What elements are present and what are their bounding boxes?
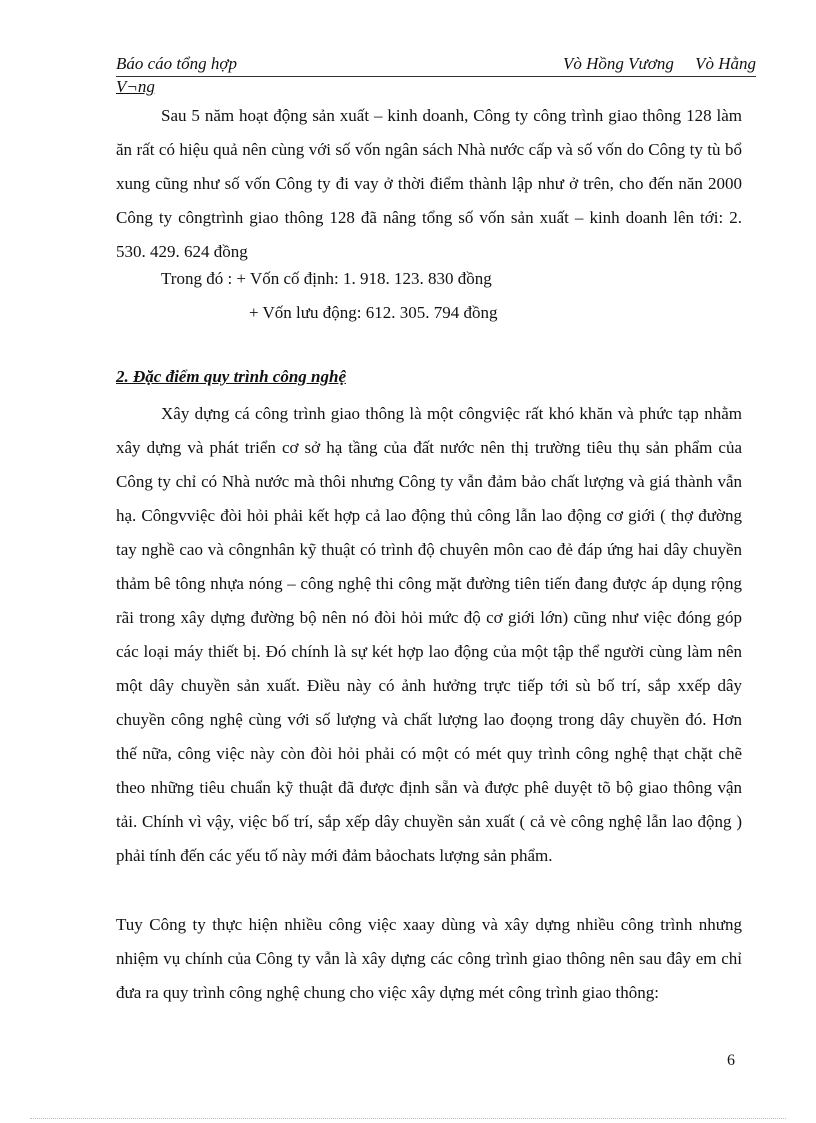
page-number: 6 [727,1052,735,1069]
fixed-capital-line: Trong đó : + Vốn cố định: 1. 918. 123. 830 đồng [161,269,492,288]
working-capital-line: + Vốn lưu động: 612. 305. 794 đồng [249,303,498,322]
paragraph-process: Xây dựng cá công trình giao thông là một côngviệc rất khó khăn và phức tạp nhằm xây dựng và phát triển cơ sở hạ tầng của đất nước nên thị trường tiêu thụ sản phẩm của Công ty chỉ có Nhà nước mà thôi nhưng Công ty vẫn đảm bảo chất lượng và giá thành vẫn hạ. Côngvviệc đòi hỏi phải kết hợp cả lao động thủ công lẫn lao động cơ giới ( thợ đường tay nghề cao và côngnhân kỹ thuật có trình độ chuyên môn cao đẻ đáp ứng hai dây chuyền thảm bê tông nhựa nóng – công nghệ thi công mặt đường tiên tiến đang được áp dụng rộng rãi trong xây dựng đường bộ nên nó đòi hỏi mức độ cơ giới lớn) cũng như việc đóng góp các loại máy thiết bị. Đó chính là sự két hợp lao động của một tập thể người cùng làm nên một dây chuyền sản xuất. Điều này có ảnh hưởng trực tiếp tới sù bố trí, sắp xxếp dây chuyền công nghệ cùng với số lượng và chất lượng lao đoọng trong dây chuyền đó. Hơn thế nữa, công việc này còn đòi hỏi phải có một có mét quy trình công nghệ thạt chặt chẽ theo những tiêu chuẩn kỹ thuật đã được định sẵn và được phê duyệt tõ bộ giao thông vận tải. Chính vì vậy, việc bố trí, sắp xếp dây chuyền sản xuất ( cả vè công nghệ lẫn lao động ) phải tính đến các yếu tố này mới đảm bảochats lượng sản phẩm. [116,404,742,865]
section-heading: 2. Đặc điểm quy trình công nghệ [116,367,346,386]
paragraph-summary: Tuy Công ty thực hiện nhiều công việc xaay dùng và xây dựng nhiều công trình nhưng nhiệm vụ chính của Công ty vẫn là xây dựng các công trình giao thông nên sau đây em chỉ đưa ra quy trình công nghệ chung cho việc xây dựng mét công trình giao thông: [116,915,742,1002]
header-title: Báo cáo tổng hợp [116,54,237,73]
header-author-continued: V¬ng [116,77,155,96]
page-header [116,54,756,77]
paragraph-capital: Sau 5 năm hoạt động sản xuất – kinh doanh, Công ty công trình giao thông 128 làm ăn rất có hiệu quả nên cùng với số vốn ngân sách Nhà nước cấp và số vốn do Công ty tù bổ xung cũng như số vốn Công ty đi vay ở thời điểm thành lập như ở trên, cho đến năn 2000 Công ty côngtrình giao thông 128 đã nâng tổng số vốn sản xuất – kinh doanh lên tới: 2. 530. 429. 624 đồng [116,106,742,261]
header-author: Vò Hồng Vương Vò Hằng [562,54,756,73]
page-bottom-divider [30,1118,786,1119]
